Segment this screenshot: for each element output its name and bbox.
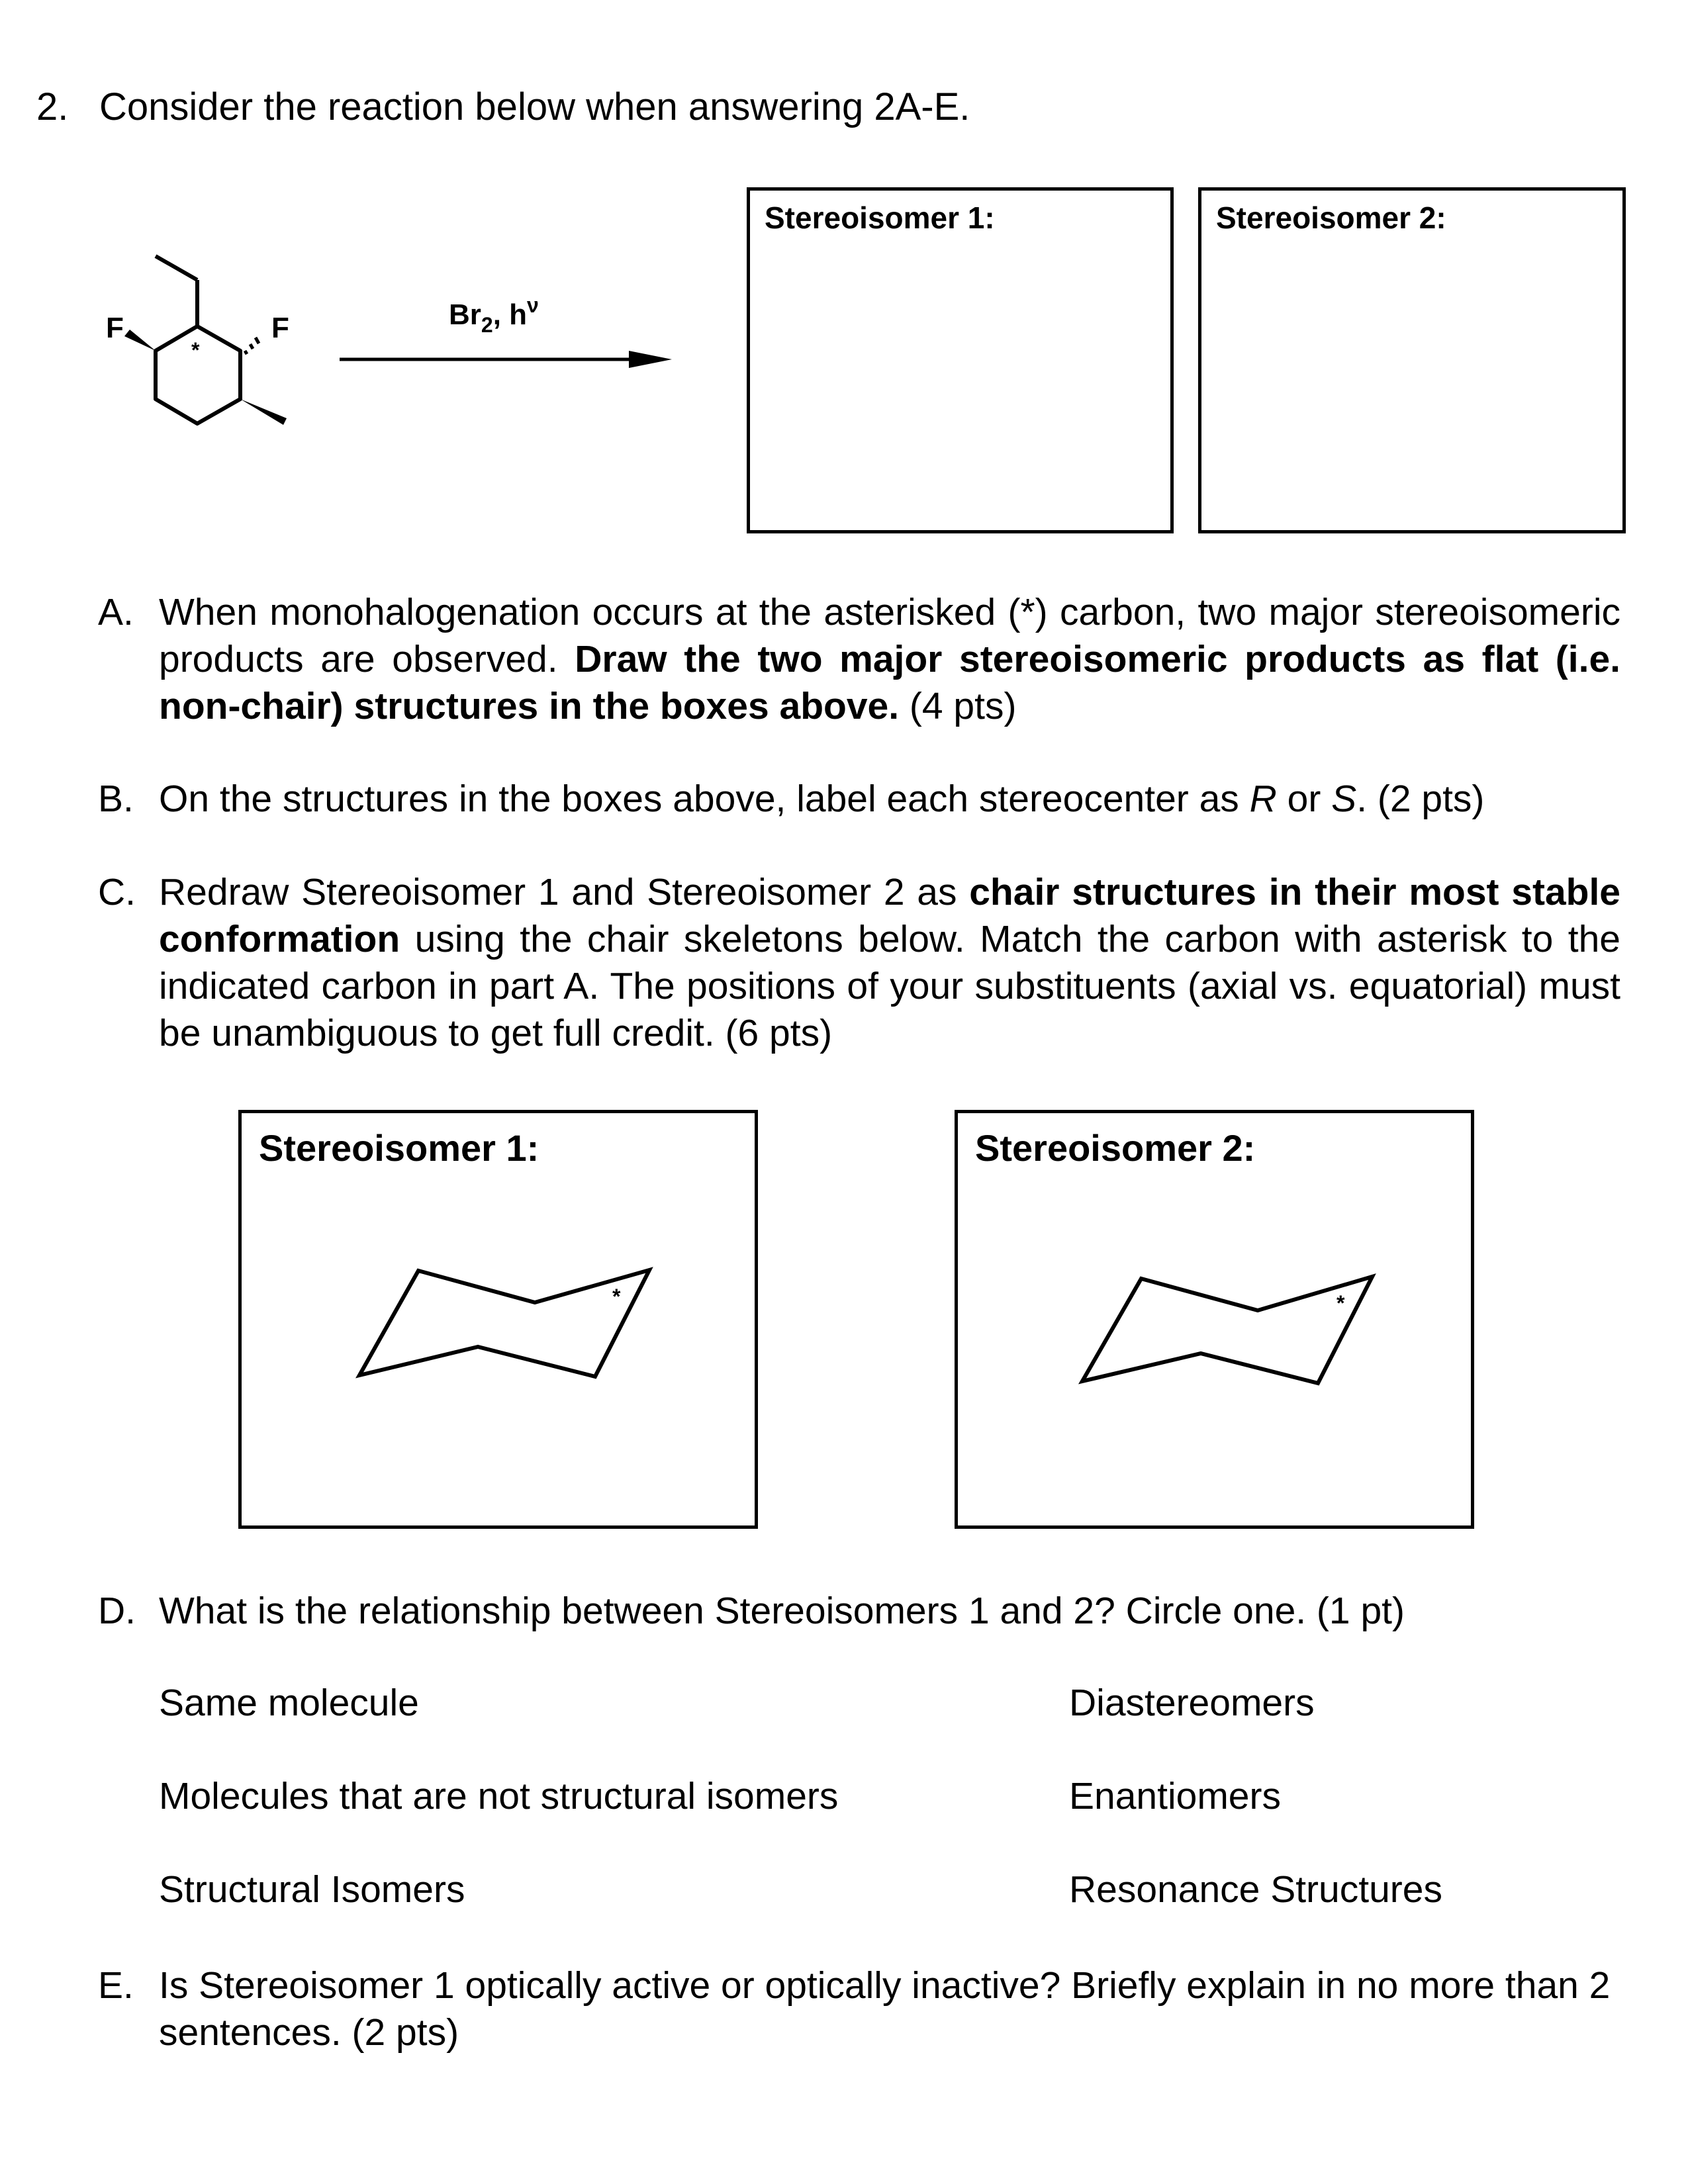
question-number: 2. [36,85,69,128]
part-e [98,1962,1620,2056]
fluorine-left-label: F [106,312,124,344]
ethyl-bond-1 [156,256,197,280]
part-a [98,589,1620,730]
part-d-text: What is the relationship between Stereoisomers 1 and 2? Circle one. (1 pt) [159,1590,1405,1632]
chair-skeleton-2 [958,1113,1471,1525]
answer-box-stereoisomer-2-flat[interactable] [1198,187,1626,533]
choice-diastereomers[interactable]: Diastereomers [1069,1682,1315,1724]
part-c-instruction: chair structures in their most stable conformation [159,871,1621,960]
chair-asterisk: * [1336,1291,1345,1315]
wedge-bond-methyl [240,399,287,425]
box-label: Stereoisomer 2: [1216,201,1446,235]
part-a-text: When monohalogenation occurs at the asterisked (*) carbon, two major stereoisomeric products are observed. Draw the two major stereoisomeric products as flat (i.e. non-chair) structures in the boxes above. (4 pts) [159,591,1620,727]
fluorine-right-label: F [271,312,289,344]
question-title [36,85,970,129]
part-c [98,869,1620,1057]
part-letter: C. [98,871,136,913]
part-letter: B. [98,778,134,820]
part-letter: D. [98,1590,136,1632]
choice-enantiomers[interactable]: Enantiomers [1069,1775,1281,1817]
wedge-bond-f-left [124,330,156,351]
hash-bond-f-right [245,338,259,354]
choice-not-structural-isomers[interactable]: Molecules that are not structural isomers [159,1775,839,1817]
part-letter: E. [98,1964,134,2007]
choice-same-molecule[interactable]: Same molecule [159,1682,419,1724]
part-b-text: On the structures in the boxes above, label each stereocenter as R or S. (2 pts) [159,778,1485,820]
box-label: Stereoisomer 1: [765,201,995,235]
reaction-arrow-head [629,351,672,368]
box-label: Stereoisomer 2: [975,1127,1256,1169]
part-a-instruction: Draw the two major stereoisomeric products as flat (i.e. non-chair) structures in the boxes above. [159,638,1620,727]
part-letter: A. [98,591,134,633]
answer-box-stereoisomer-1-chair[interactable] [238,1110,758,1529]
chair-asterisk: * [612,1285,621,1308]
question-text: Consider the reaction below when answering 2A-E. [99,85,970,128]
choice-structural-isomers[interactable]: Structural Isomers [159,1868,465,1911]
reagent-label: $Br_2$, $h^\nu$ [449,293,539,337]
part-e-text: Is Stereoisomer 1 optically active or optically inactive? Briefly explain in no more than 2 sentences. (2 pts) [159,1964,1611,2054]
answer-box-stereoisomer-1-flat[interactable] [747,187,1174,533]
part-c-text: Redraw Stereoisomer 1 and Stereoisomer 2 as chair structures in their most stable conformation using the chair skeletons below. Match the carbon with asterisk to the indicated carbon in part A. The positions of your substituents (axial vs. equatorial) must be unambiguous to get full credit. (6 pts) [159,871,1621,1054]
chair-skeleton-1 [242,1113,755,1525]
part-d [98,1588,1620,1635]
reaction-scheme [0,218,715,470]
box-label: Stereoisomer 1: [259,1127,539,1169]
answer-box-stereoisomer-2-chair[interactable] [955,1110,1474,1529]
asterisk-marker: * [191,338,200,362]
choice-resonance-structures[interactable]: Resonance Structures [1069,1868,1442,1911]
part-b [98,776,1620,823]
